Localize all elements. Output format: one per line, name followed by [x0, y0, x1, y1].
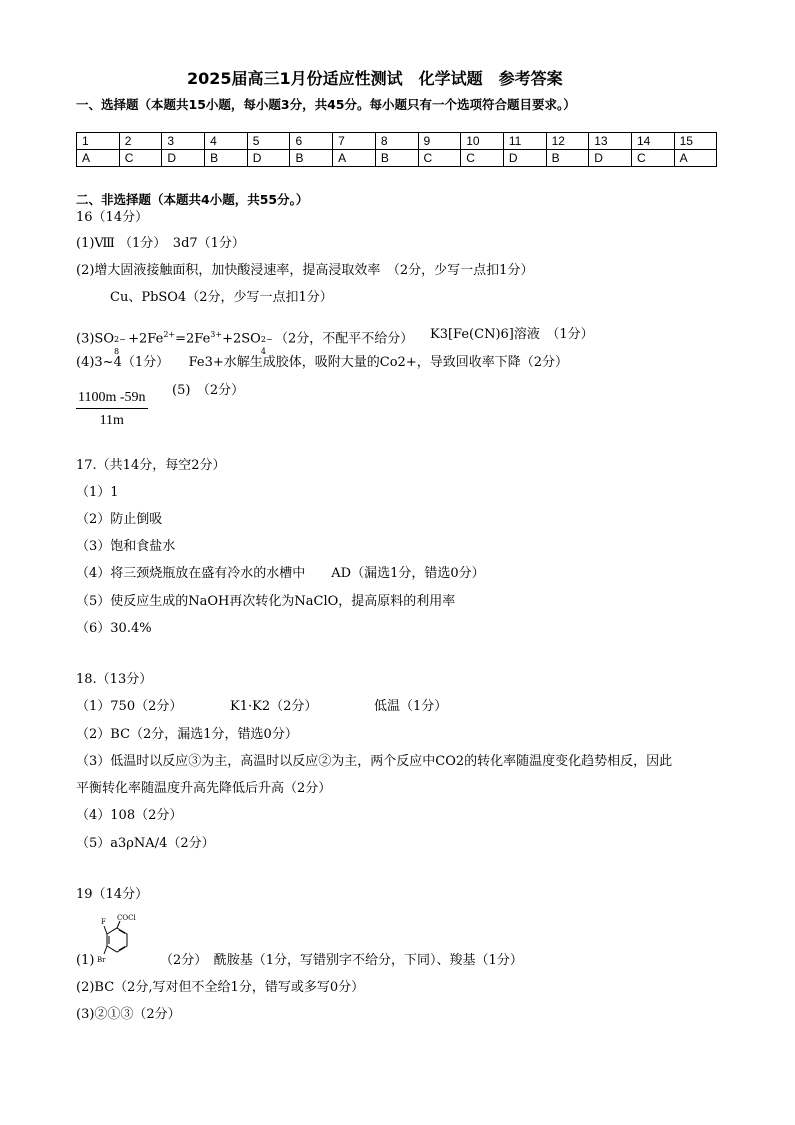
answer-cell: A [77, 150, 120, 167]
page-title: 2025届高三1月份适应性测试 化学试题 参考答案 [187, 69, 563, 88]
question-number: 15 [674, 133, 717, 150]
q17-answer-2: （2）防止倒吸 [76, 512, 163, 527]
section-2-heading: 二、非选择题（本题共4小题，共55分。） [76, 192, 309, 207]
answer-cell: D [247, 150, 290, 167]
q18-answer-2: （2）BC（2分，漏选1分，错选0分） [76, 727, 298, 742]
answer-cell: C [418, 150, 461, 167]
question-number: 5 [247, 133, 290, 150]
answer-cell: B [205, 150, 248, 167]
answer-cell: C [119, 150, 162, 167]
q16-answer-1: (1)Ⅷ （1分） 3d7（1分） [76, 236, 245, 251]
q16-answer-2b: Cu、PbSO4（2分，少写一点扣1分） [110, 290, 333, 305]
q19-answer-3: (3)②①③（2分） [76, 1007, 181, 1022]
structure-label-br: Br [97, 956, 106, 964]
q16-header: 16（14分） [76, 210, 149, 225]
fraction-numerator: 1100m -59n [76, 390, 148, 409]
question-number: 8 [375, 133, 418, 150]
q17-answer-5: （5）使反应生成的NaOH再次转化为NaClO，提高原料的利用率 [76, 594, 456, 609]
eq-part: (3)S [76, 331, 104, 347]
molecule-structure-image [90, 910, 150, 968]
q17-answer-3: （3）饱和食盐水 [76, 539, 176, 554]
answer-cell: C [631, 150, 674, 167]
answer-cell: D [503, 150, 546, 167]
structure-label-cocl: COCl [117, 914, 136, 922]
eq-charge: 2− [260, 335, 273, 345]
question-number: 4 [205, 133, 248, 150]
answer-cell: D [162, 150, 205, 167]
question-number: 12 [546, 133, 589, 150]
answer-table-number-row [77, 133, 717, 150]
q16-answer-5-fraction [76, 390, 148, 429]
eq-part: +2Fe [128, 331, 164, 347]
eq-charge: 3+ [210, 330, 223, 339]
eq-part: =2Fe [175, 331, 211, 347]
q19-header: 19（14分） [76, 887, 149, 902]
eq-note: （2分，不配平不给分） [274, 331, 414, 347]
eq-subscript: 8 [114, 347, 120, 357]
eq-charge: 2+ [163, 330, 176, 339]
eq-part: +2SO [222, 331, 261, 347]
answer-cell: B [546, 150, 589, 167]
answer-cell: A [333, 150, 376, 167]
question-number: 6 [290, 133, 333, 150]
question-number: 3 [162, 133, 205, 150]
q18-answer-3: （3）低温时以反应③为主，高温时以反应②为主，两个反应中CO2的转化率随温度变化趋势相反，因此 [76, 754, 673, 769]
q17-header: 17.（共14分，每空2分） [76, 458, 226, 473]
q16-answer-5-label: (5) （2分） [172, 383, 245, 398]
q19-answer-2: (2)BC（2分,写对但不全给1分，错写或多写0分） [76, 980, 365, 995]
q16-answer-3-reagent: K3[Fe(CN)6]溶液 （1分） [430, 327, 594, 342]
q16-answer-3-equation [76, 327, 414, 357]
structure-label-f: F [101, 918, 106, 926]
section-1-heading: 一、选择题（本题共15小题，每小题3分，共45分。每小题只有一个选项符合题目要求。） [76, 97, 576, 112]
answer-table-answer-row [77, 150, 717, 167]
answer-cell: C [461, 150, 504, 167]
q17-answer-6: （6）30.4% [76, 621, 152, 636]
q18-answer-1c: 低温（1分） [374, 699, 448, 714]
q18-answer-1b: K1·K2（2分） [230, 699, 318, 714]
eq-charge: 2− [114, 335, 126, 345]
q19-answer-1-prefix: (1) [76, 953, 95, 968]
eq-part: O [103, 331, 114, 347]
q16-answer-4: (4)3~4（1分） Fe3+水解生成胶体，吸附大量的Co2+，导致回收率下降（2分） [76, 355, 568, 370]
q18-answer-4: （4）108（2分） [76, 808, 183, 823]
q18-answer-1a: （1）750（2分） [76, 699, 183, 714]
q18-header: 18.（13分） [76, 672, 153, 687]
question-number: 2 [119, 133, 162, 150]
question-number: 10 [461, 133, 504, 150]
question-number: 1 [77, 133, 120, 150]
question-number: 14 [631, 133, 674, 150]
question-number: 11 [503, 133, 546, 150]
q18-answer-5: （5）a3ρNA/4（2分） [76, 836, 215, 851]
answer-cell: B [290, 150, 333, 167]
answer-cell: B [375, 150, 418, 167]
fraction-denominator: 11m [99, 413, 124, 428]
q16-answer-2: (2)增大固液接触面积，加快酸浸速率，提高浸取效率 （2分，少写一点扣1分） [76, 263, 534, 278]
q17-answer-1: （1）1 [76, 485, 119, 500]
question-number: 9 [418, 133, 461, 150]
q17-answer-4: （4）将三颈烧瓶放在盛有冷水的水槽中 AD（漏选1分，错选0分） [76, 566, 485, 581]
answer-table [76, 132, 717, 167]
answer-cell: D [589, 150, 632, 167]
answer-cell: A [674, 150, 717, 167]
eq-subscript: 4 [260, 347, 266, 357]
question-number: 7 [333, 133, 376, 150]
q19-answer-1: （2分） 酰胺基（1分，写错别字不给分，下同）、羧基（1分） [160, 953, 523, 968]
q18-answer-3b: 平衡转化率随温度升高先降低后升高（2分） [76, 781, 332, 796]
question-number: 13 [589, 133, 632, 150]
